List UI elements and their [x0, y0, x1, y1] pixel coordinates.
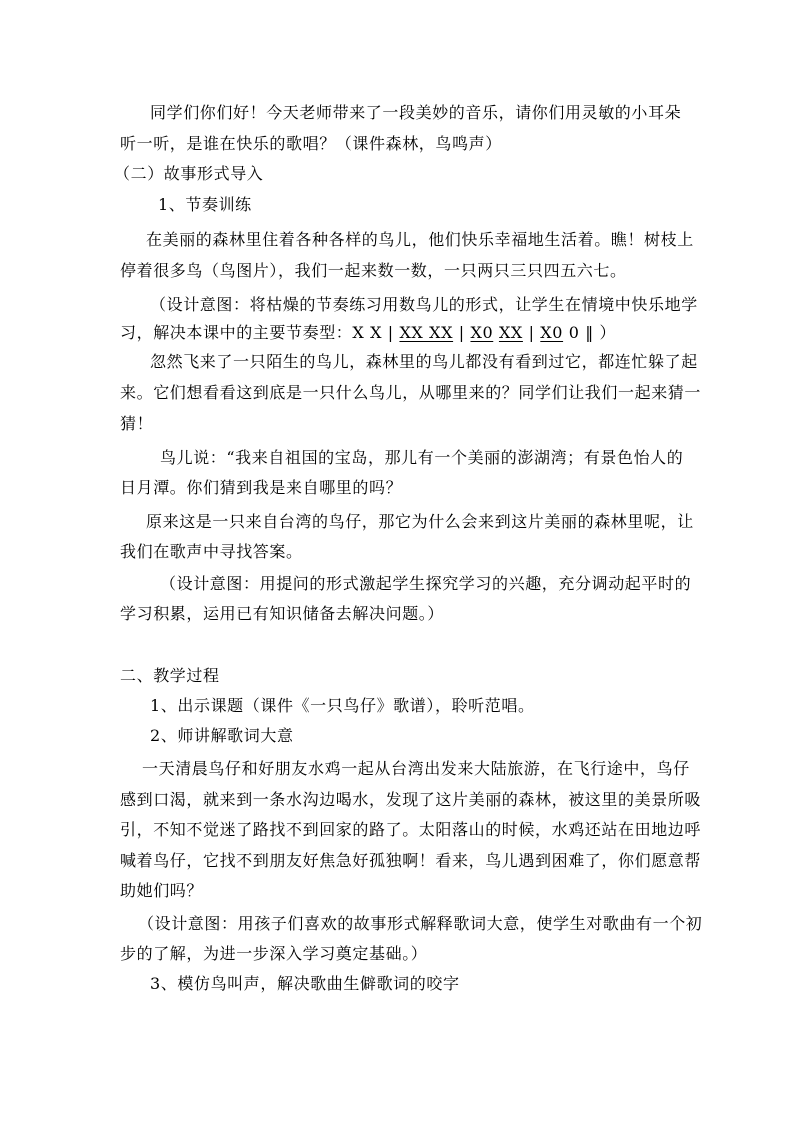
design-note-2-line-2: 学习积累，运用已有知识储备去解决问题。） — [120, 604, 445, 623]
paragraph-story-line-2: 感到口渴，就来到一条水沟边喝水，发现了这片美丽的森林，被这里的美景所吸 — [120, 790, 702, 809]
rhythm-suffix: 0 ‖ ） — [563, 323, 617, 342]
paragraph-forest-line-1: 在美丽的森林里住着各种各样的鸟儿，他们快乐幸福地生活着。瞧！树枝上 — [146, 230, 694, 249]
rhythm-segment-3: XX — [498, 323, 523, 342]
subheading-rhythm-training: 1、节奏训练 — [158, 195, 252, 214]
paragraph-story-line-5: 助她们吗？ — [120, 881, 204, 900]
step-3-imitate-bird-calls: 3、模仿鸟叫声，解决歌曲生僻歌词的咬字 — [150, 974, 460, 993]
rhythm-prefix: 习，解决本课中的主要节奏型：X X | — [120, 323, 400, 342]
paragraph-strange-bird-line-3: 猜！ — [120, 414, 154, 433]
rhythm-segment-2: X0 — [470, 323, 494, 342]
paragraph-bird-says-line-1: 鸟儿说：“我来自祖国的宝岛，那儿有一个美丽的澎湖湾；有景色怡人的 — [160, 448, 684, 467]
paragraph-story-line-1: 一天清晨鸟仔和好朋友水鸡一起从台湾出发来大陆旅游，在飞行途中，鸟仔 — [142, 759, 690, 778]
section-heading-story-intro: （二）故事形式导入 — [114, 164, 264, 183]
paragraph-forest-line-2: 停着很多鸟（鸟图片），我们一起来数一数，一只两只三只四五六七。 — [120, 261, 627, 280]
step-2-explain-lyrics: 2、师讲解歌词大意 — [150, 726, 294, 745]
paragraph-strange-bird-line-1: 忽然飞来了一只陌生的鸟儿，森林里的鸟儿都没有看到过它，都连忙躲了起 — [150, 352, 698, 371]
design-note-2-line-1: （设计意图：用提问的形式激起学生探究学习的兴趣，充分调动起平时的 — [160, 574, 692, 593]
section-heading-teaching-process: 二、教学过程 — [120, 666, 220, 685]
paragraph-greeting-line-1: 同学们你们好！今天老师带来了一段美妙的音乐，请你们用灵敏的小耳朵 — [150, 103, 682, 122]
design-note-3-line-2: 步的了解，为进一步深入学习奠定基础。） — [120, 944, 428, 963]
rhythm-segment-1: XX XX — [399, 323, 454, 342]
paragraph-bird-says-line-2: 日月潭。你们猜到我是来自哪里的吗？ — [120, 478, 403, 497]
paragraph-taiwan-bird-line-1: 原来这是一只来自台湾的鸟仔，那它为什么会来到这片美丽的森林里呢，让 — [146, 512, 694, 531]
design-note-1-line-1: （设计意图：将枯燥的节奏练习用数鸟儿的形式，让学生在情境中快乐地学 — [150, 295, 698, 314]
rhythm-bar-1: | — [453, 323, 471, 342]
paragraph-greeting-line-2: 听一听，是谁在快乐的歌唱？（课件森林，鸟鸣声） — [120, 134, 502, 153]
paragraph-story-line-4: 喊着鸟仔，它找不到朋友好焦急好孤独啊！看来，鸟儿遇到困难了，你们愿意帮 — [120, 851, 702, 870]
design-note-3-line-1: （设计意图：用孩子们喜欢的故事形式解释歌词大意，使学生对歌曲有一个初 — [138, 914, 703, 933]
paragraph-story-line-3: 引，不知不觉迷了路找不到回家的路了。太阳落山的时候，水鸡还站在田地边呼 — [120, 820, 702, 839]
paragraph-strange-bird-line-2: 来。它们想看看这到底是一只什么鸟儿，从哪里来的？同学们让我们一起来猜一 — [120, 383, 702, 402]
rhythm-segment-4: X0 — [540, 323, 564, 342]
step-1-show-title: 1、出示课题（课件《一只鸟仔》歌谱），聆听范唱。 — [150, 696, 535, 715]
design-note-1-line-2-rhythm — [120, 322, 616, 344]
paragraph-taiwan-bird-line-2: 我们在歌声中寻找答案。 — [120, 542, 303, 561]
rhythm-bar-2: | — [522, 323, 541, 342]
